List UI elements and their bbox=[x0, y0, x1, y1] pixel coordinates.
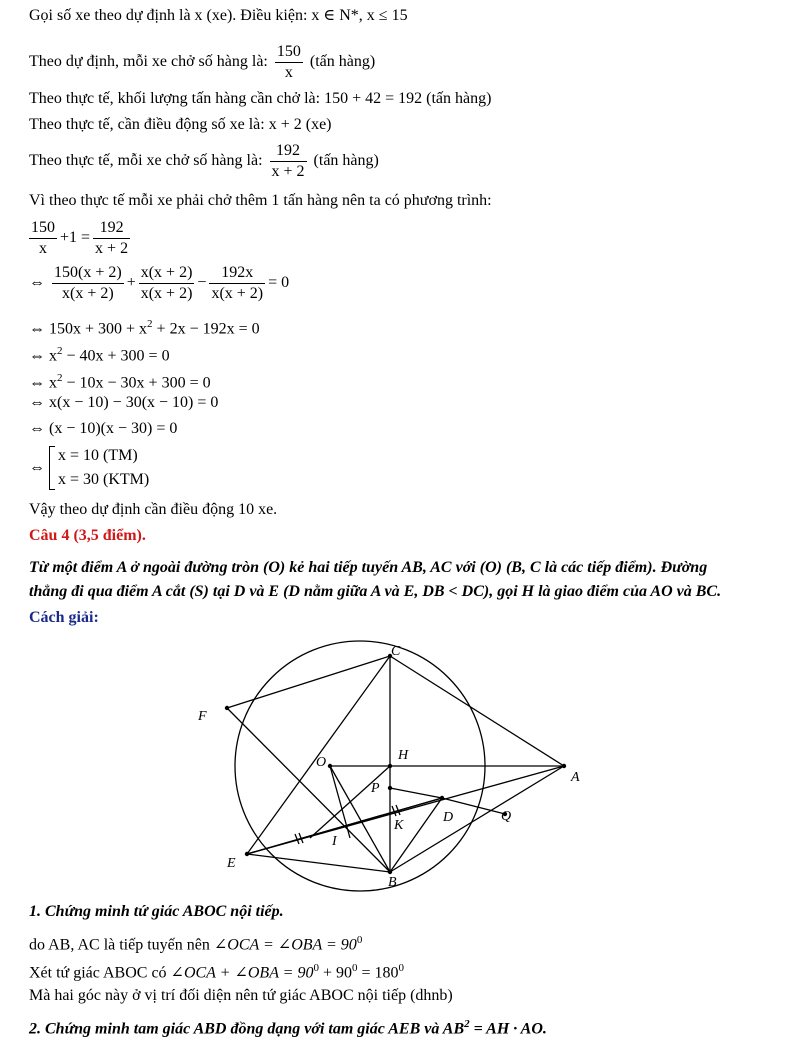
label-c: C bbox=[391, 644, 401, 659]
text: x(x − 10) − 30(x − 10) = 0 bbox=[49, 394, 219, 411]
equation-6 bbox=[29, 393, 218, 413]
label-k: K bbox=[394, 818, 404, 833]
bracket bbox=[49, 446, 55, 490]
num: x(x + 2) bbox=[139, 263, 195, 284]
equiv-symbol: ⇔ bbox=[29, 320, 45, 338]
frac bbox=[93, 218, 130, 259]
part-1-line-3: Mà hai góc này ở vị trí đối diện nên tứ giác ABOC nội tiếp (dhnb) bbox=[29, 987, 453, 1004]
point-a bbox=[562, 764, 566, 768]
solution-1: x = 10 (TM) bbox=[58, 447, 138, 465]
num: 192 bbox=[93, 218, 130, 239]
part-1-line-1 bbox=[29, 930, 362, 955]
equation-3 bbox=[29, 314, 260, 339]
deg: 0 bbox=[398, 962, 405, 974]
point-b bbox=[388, 870, 392, 874]
equiv-symbol: ⇔ bbox=[29, 374, 45, 392]
question-4-title: Câu 4 (3,5 điểm). bbox=[29, 527, 146, 544]
text: x bbox=[49, 347, 57, 365]
part-2-title bbox=[29, 1014, 547, 1039]
label-q: Q bbox=[501, 809, 512, 824]
fraction-150-x bbox=[275, 42, 303, 83]
den: x bbox=[284, 64, 293, 81]
frac bbox=[209, 263, 265, 304]
equation-2 bbox=[29, 263, 289, 304]
equiv-symbol: ⇔ bbox=[29, 394, 45, 411]
text-actual-load-a: Theo thực tế, mỗi xe chở số hàng là: bbox=[29, 152, 263, 170]
num: 192 bbox=[270, 141, 307, 162]
solution-2: x = 30 (KTM) bbox=[58, 471, 150, 489]
equation-8 bbox=[29, 444, 149, 492]
text: Xét tứ giác ABOC có bbox=[29, 964, 167, 982]
angle-sum: ∠OCA + ∠OBA = 90 bbox=[170, 964, 314, 982]
exp: 2 bbox=[57, 345, 63, 357]
angle-formula: ∠OCA = ∠OBA = 90 bbox=[213, 936, 357, 954]
formula: AB bbox=[442, 1020, 465, 1038]
deg: 0 bbox=[356, 934, 363, 946]
text: x bbox=[49, 374, 57, 392]
text: − 10x − 30x + 300 = 0 bbox=[62, 374, 211, 392]
num: 192x bbox=[209, 263, 265, 284]
point-d bbox=[440, 796, 444, 800]
label-p: P bbox=[371, 781, 380, 796]
text: = 180 bbox=[357, 964, 399, 982]
text-actual-load bbox=[29, 141, 379, 182]
text: + 90 bbox=[318, 964, 353, 982]
line-ba bbox=[390, 766, 564, 872]
num: 150 bbox=[29, 218, 57, 239]
point-o bbox=[328, 764, 332, 768]
frac bbox=[52, 263, 124, 304]
den: x + 2 bbox=[271, 163, 305, 180]
line-pd bbox=[390, 788, 442, 798]
label-e: E bbox=[227, 856, 236, 871]
text: 2. Chứng minh tam giác ABD đồng dạng với tam giác AEB và bbox=[29, 1020, 440, 1038]
text-equation-intro: Vì theo thực tế mỗi xe phải chở thêm 1 tấn hàng nên ta có phương trình: bbox=[29, 192, 492, 209]
text: 150x + 300 + x bbox=[49, 320, 148, 338]
text-planned-load-a: Theo dự định, mỗi xe chở số hàng là: bbox=[29, 53, 268, 71]
equiv-symbol: ⇔ bbox=[29, 459, 45, 476]
den: x + 2 bbox=[95, 240, 129, 257]
line-ca bbox=[390, 656, 564, 766]
deg: 0 bbox=[313, 962, 319, 974]
equiv-symbol: ⇔ bbox=[29, 274, 45, 292]
text: + 2x − 192x = 0 bbox=[152, 320, 260, 338]
equation-1 bbox=[26, 218, 133, 259]
equation-4 bbox=[29, 341, 170, 366]
den: x(x + 2) bbox=[140, 285, 193, 302]
point-f bbox=[225, 706, 229, 710]
den: x(x + 2) bbox=[211, 285, 264, 302]
point-h bbox=[388, 764, 392, 768]
method-label: Cách giải: bbox=[29, 609, 99, 626]
exp: 2 bbox=[57, 372, 63, 384]
exp: 2 bbox=[147, 318, 153, 330]
question-4-statement-1: Từ một điểm A ở ngoài đường tròn (O) kẻ hai tiếp tuyến AB, AC với (O) (B, C là các tiếp điểm). Đường bbox=[29, 559, 708, 576]
deg: 0 bbox=[352, 962, 358, 974]
text-planned-load bbox=[29, 42, 375, 83]
text-conclusion: Vậy theo dự định cần điều động 10 xe. bbox=[29, 501, 278, 518]
text-planned-load-b: (tấn hàng) bbox=[309, 53, 376, 71]
label-d: D bbox=[443, 810, 454, 825]
num: 150(x + 2) bbox=[52, 263, 124, 284]
frac bbox=[29, 218, 57, 259]
text-condition: Gọi số xe theo dự định là x (xe). Điều kiện: x ∈ N*, x ≤ 15 bbox=[29, 7, 408, 24]
equation-7 bbox=[29, 419, 177, 439]
text: + bbox=[126, 274, 136, 292]
text: +1 = bbox=[60, 229, 91, 247]
label-i: I bbox=[332, 834, 337, 849]
label-h: H bbox=[398, 748, 409, 763]
text-actual-load-b: (tấn hàng) bbox=[313, 152, 379, 170]
point-e bbox=[245, 852, 249, 856]
text-actual-trucks: Theo thực tế, cần điều động số xe là: x + 2 (xe) bbox=[29, 116, 332, 133]
part-1-line-2 bbox=[29, 958, 404, 983]
num: 150 bbox=[275, 42, 303, 63]
label-f: F bbox=[198, 709, 207, 724]
question-4-statement-2: thẳng đi qua điểm A cắt (S) tại D và E (D nằm giữa A và E, DB < DC), gọi H là giao điểm của AO và BC. bbox=[29, 583, 722, 600]
text-actual-total: Theo thực tế, khối lượng tấn hàng cần chở là: 150 + 42 = 192 (tấn hàng) bbox=[29, 90, 492, 107]
formula: = AH · AO. bbox=[469, 1020, 547, 1038]
text: (x − 10)(x − 30) = 0 bbox=[49, 420, 178, 437]
den: x(x + 2) bbox=[62, 285, 114, 302]
den: x bbox=[39, 240, 47, 257]
geometry-figure bbox=[190, 638, 600, 896]
line-ih bbox=[310, 766, 390, 838]
text: do AB, AC là tiếp tuyến nên bbox=[29, 936, 210, 954]
text: = 0 bbox=[268, 274, 290, 292]
equiv-symbol: ⇔ bbox=[29, 347, 45, 365]
fraction-192-x2 bbox=[270, 141, 307, 182]
label-o: O bbox=[316, 755, 327, 770]
line-fc bbox=[227, 656, 390, 708]
line-eb bbox=[247, 854, 390, 872]
equation-5 bbox=[29, 368, 211, 393]
label-a: A bbox=[571, 770, 580, 785]
text: − 40x + 300 = 0 bbox=[62, 347, 170, 365]
exp: 2 bbox=[464, 1018, 470, 1030]
line-ob bbox=[330, 766, 390, 872]
solution-set bbox=[58, 444, 149, 492]
part-1-title: 1. Chứng minh tứ giác ABOC nội tiếp. bbox=[29, 903, 284, 920]
equiv-symbol: ⇔ bbox=[29, 420, 45, 437]
label-b: B bbox=[388, 875, 397, 890]
text: − bbox=[197, 274, 207, 292]
point-p bbox=[388, 786, 392, 790]
frac bbox=[139, 263, 195, 304]
